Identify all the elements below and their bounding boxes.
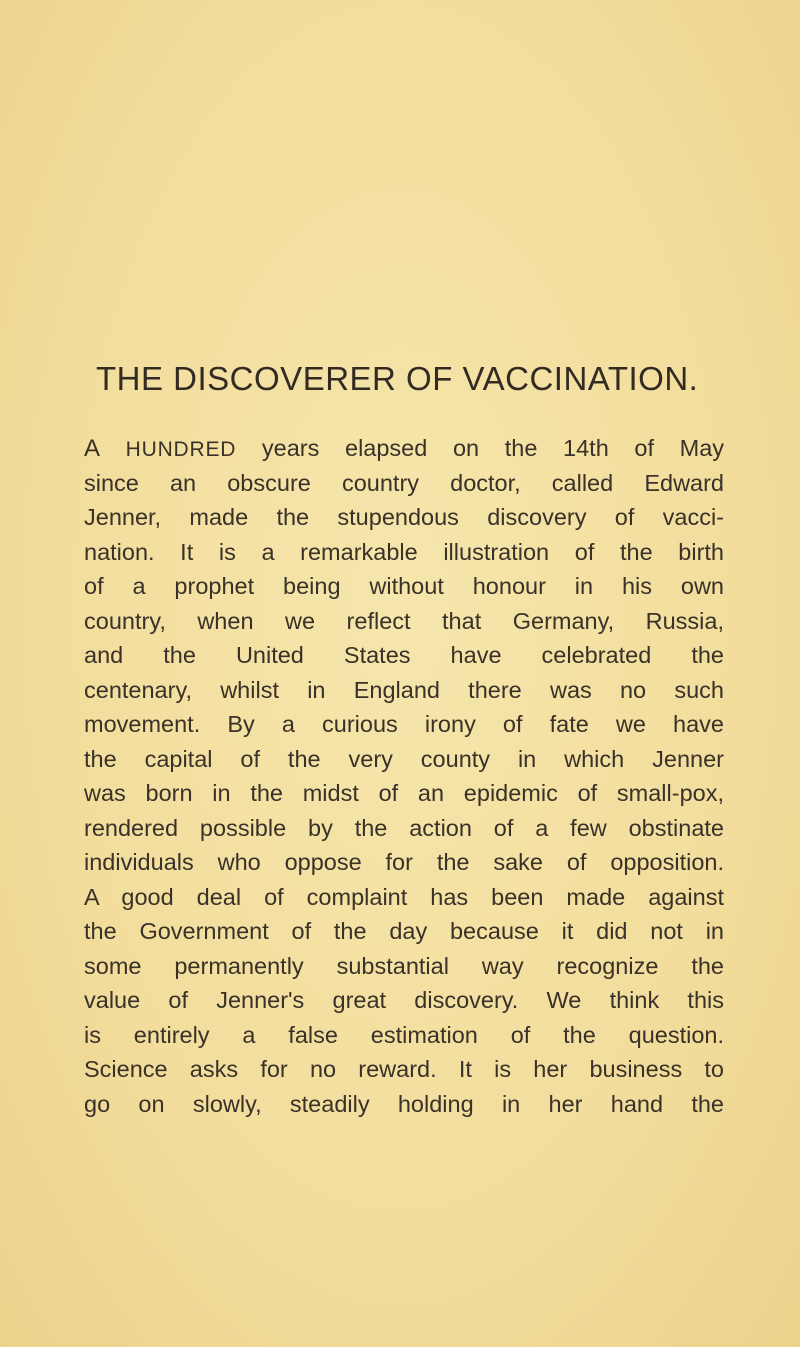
text-line: Science asks for no reward. It is her business to [84, 1056, 724, 1082]
text-line: A good deal of complaint has been made against [84, 883, 724, 910]
text-block [84, 360, 724, 1121]
text-line: country, when we reflect that Germany, Russia, [84, 607, 724, 634]
opening-small-caps: HUNDRED [125, 438, 237, 461]
text-line: and the United States have celebrated the [84, 642, 724, 668]
text-line: is entirely a false estimation of the question. [84, 1021, 724, 1048]
text-line: value of Jenner's great discovery. We think this [84, 987, 724, 1013]
text-line: since an obscure country doctor, called Edward [84, 469, 724, 496]
page-title: THE DISCOVERER OF VACCINATION. [96, 360, 699, 397]
text-line: Jenner, made the stupendous discovery of vacci- [84, 504, 724, 530]
text-line: movement. By a curious irony of fate we have [84, 711, 724, 737]
text-line: some permanently substantial way recognize the [84, 952, 724, 979]
opening-initial: A [84, 435, 101, 462]
text-line: the capital of the very county in which Jenner [84, 745, 724, 772]
text-line: go on slowly, steadily holding in her hand the [84, 1090, 724, 1117]
text-line: centenary, whilst in England there was no such [84, 676, 724, 703]
text-line: the Government of the day because it did not in [84, 918, 724, 944]
opening-line [84, 431, 724, 466]
text-line: rendered possible by the action of a few obstinate [84, 814, 724, 841]
text-line: was born in the midst of an epidemic of small-pox, [84, 780, 724, 806]
text-line: individuals who oppose for the sake of opposition. [84, 849, 724, 875]
text-line: of a prophet being without honour in his own [84, 573, 724, 599]
text-line: nation. It is a remarkable illustration of the birth [84, 538, 724, 565]
opening-rest: years elapsed on the 14th of May [261, 435, 725, 461]
